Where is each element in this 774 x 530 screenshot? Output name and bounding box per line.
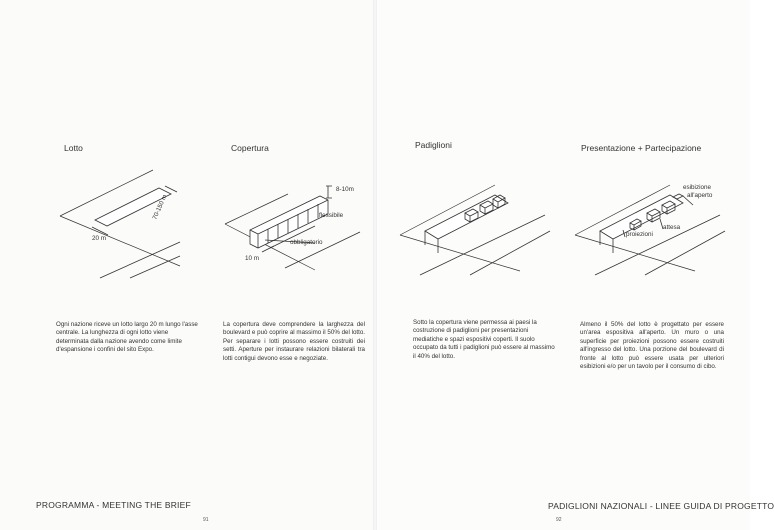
title-copertura: Copertura: [231, 143, 269, 153]
label-mandatory: obbligatorio: [290, 239, 323, 246]
footer-right-title: PADIGLIONI NAZIONALI - LINEE GUIDA DI PROGETTO: [548, 501, 774, 511]
page-number-right: 92: [556, 517, 562, 523]
diagram-presentazione: [575, 175, 725, 275]
diagram-copertura: [220, 170, 360, 270]
label-width: 20 m: [92, 235, 106, 242]
title-presentazione: Presentazione + Partecipazione: [581, 143, 702, 153]
text-padiglioni: Sotto la copertura viene permessa ai paesi la costruzione di padiglioni per presentazioni mediatiche e spazi espositivi coperti. Il suolo occupato da tutti i padiglioni può essere al massimo il 40% del lotto.: [413, 319, 555, 360]
diagram-padiglioni: [400, 175, 550, 275]
label-length: 70-150 m: [151, 193, 169, 221]
page-number-left: 91: [203, 517, 209, 523]
label-exhibition-1: esibizione: [683, 184, 712, 191]
label-waiting: attesa: [663, 224, 681, 231]
title-lotto: Lotto: [64, 143, 83, 153]
label-height: 8-10m: [336, 186, 354, 193]
label-projections: proiezioni: [626, 231, 653, 238]
book-gutter: [373, 0, 377, 530]
footer-left-title: PROGRAMMA - MEETING THE BRIEF: [36, 500, 191, 510]
label-flexible: flessibile: [319, 212, 344, 219]
text-presentazione: Almeno il 50% del lotto è progettato per essere un'area espositiva all'aperto. Un muro o una superficie per proiezioni possono essere costruiti all'ingresso del lotto. Una porzione del boulevard di fronte al lotto può essere usata per ulteriori esibizioni e/o per un tavolo per il consumo di cibo.: [580, 321, 724, 371]
diagram-lotto: [55, 170, 185, 280]
text-lotto: Ogni nazione riceve un lotto largo 20 m lungo l'asse centrale. La lunghezza di ogni lotto viene determinata dalla nazione avendo come limite d'espansione i confini del sito Expo.: [56, 321, 198, 354]
text-copertura: La copertura deve comprendere la larghezza del boulevard e può coprire al massimo il 50% del lotto. Per separare i lotti possono essere costruiti dei setti. Aperture per instaurare relazioni bilaterali tra lotti contigui devono esse e negoziate.: [223, 321, 365, 362]
label-cover-width: 10 m: [245, 255, 259, 262]
label-exhibition-2: all'aperto: [687, 192, 713, 199]
title-padiglioni: Padiglioni: [415, 140, 452, 150]
